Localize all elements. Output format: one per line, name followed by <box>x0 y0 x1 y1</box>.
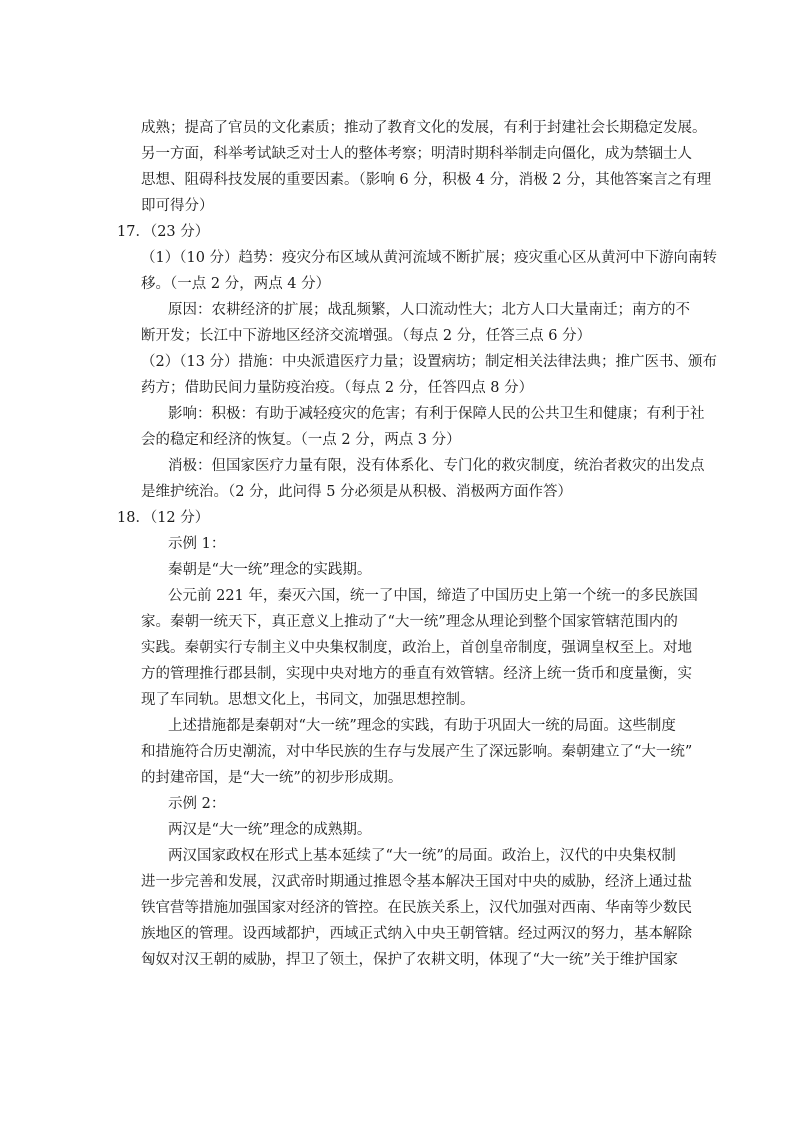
text-line: 两汉是“大一统”理念的成熟期。 <box>168 822 372 838</box>
text-line: 即可得分） <box>141 198 214 214</box>
text-line: 药方；借助民间力量防疫治疫。（每点 2 分，任答四点 8 分） <box>141 380 534 396</box>
text-line: 另一方面，科举考试缺乏对士人的整体考察；明清时期科举制走向僵化，成为禁锢士人 <box>141 146 692 162</box>
text-line: （1）（10 分）趋势：疫灾分布区域从黄河流域不断扩展；疫灾重心区从黄河中下游向南转 <box>141 250 718 266</box>
text-line: 秦朝是“大一统”理念的实践期。 <box>168 562 372 578</box>
text-line: 现了车同轨。思想文化上，书同文，加强思想控制。 <box>141 692 475 708</box>
text-line: 公元前 221 年，秦灭六国，统一了中国，缔造了中国历史上第一个统一的多民族国 <box>168 588 698 604</box>
text-line: 实践。秦朝实行专制主义中央集权制度，政治上，首创皇帝制度，强调皇权至上。对地 <box>141 640 692 656</box>
text-line: 两汉国家政权在形式上基本延续了“大一统”的局面。政治上，汉代的中央集权制 <box>168 848 676 864</box>
text-line: 断开发；长江中下游地区经济交流增强。（每点 2 分，任答三点 6 分） <box>141 328 592 344</box>
text-line: 上述措施都是秦朝对“大一统”理念的实践，有助于巩固大一统的局面。这些制度 <box>168 718 676 734</box>
text-line: 方的管理推行郡县制，实现中央对地方的垂直有效管辖。经济上统一货币和度量衡，实 <box>141 666 692 682</box>
text-line: 会的稳定和经济的恢复。（一点 2 分，两点 3 分） <box>141 432 461 448</box>
text-line: 和措施符合历史潮流，对中华民族的生存与发展产生了深远影响。秦朝建立了“大一统” <box>141 744 693 760</box>
text-line: 家。秦朝一统天下，真正意义上推动了“大一统”理念从理论到整个国家管辖范围内的 <box>141 614 678 630</box>
question-number: 18．（12 分） <box>117 510 210 526</box>
text-line: 消极：但国家医疗力量有限，没有体系化、专门化的救灾制度，统治者救灾的出发点 <box>168 458 705 474</box>
text-line: 铁官营等措施加强国家对经济的管控。在民族关系上，汉代加强对西南、华南等少数民 <box>141 900 692 916</box>
text-line: 是维护统治。（2 分，此问得 5 分必须是从积极、消极两方面作答） <box>141 484 573 500</box>
text-line: 移。（一点 2 分，两点 4 分） <box>141 276 331 292</box>
text-line: 成熟；提高了官员的文化素质；推动了教育文化的发展，有利于封建社会长期稳定发展。 <box>141 120 707 136</box>
text-line: 族地区的管理。设西域都护，西域正式纳入中央王朝管辖。经过两汉的努力，基本解除 <box>141 926 692 942</box>
text-line: 示例 2： <box>168 796 226 812</box>
text-line: 示例 1： <box>168 536 226 552</box>
text-line: 进一步完善和发展，汉武帝时期通过推恩令基本解决王国对中央的威胁，经济上通过盐 <box>141 874 692 890</box>
text-line: 影响：积极：有助于减轻疫灾的危害；有利于保障人民的公共卫生和健康；有利于社 <box>168 406 705 422</box>
text-line: 原因：农耕经济的扩展；战乱频繁，人口流动性大；北方人口大量南迁；南方的不 <box>168 302 690 318</box>
question-number: 17．（23 分） <box>117 224 210 240</box>
text-line: 匈奴对汉王朝的威胁，捍卫了领土，保护了农耕文明，体现了“大一统”关于维护国家 <box>141 952 678 968</box>
text-line: （2）（13 分）措施：中央派遣医疗力量；设置病坊；制定相关法律法典；推广医书、颁布 <box>141 354 718 370</box>
text-line: 的封建帝国，是“大一统”的初步形成期。 <box>141 770 403 786</box>
text-line: 思想、阻碍科技发展的重要因素。（影响 6 分，积极 4 分，消极 2 分，其他答案言之有理 <box>141 172 712 188</box>
